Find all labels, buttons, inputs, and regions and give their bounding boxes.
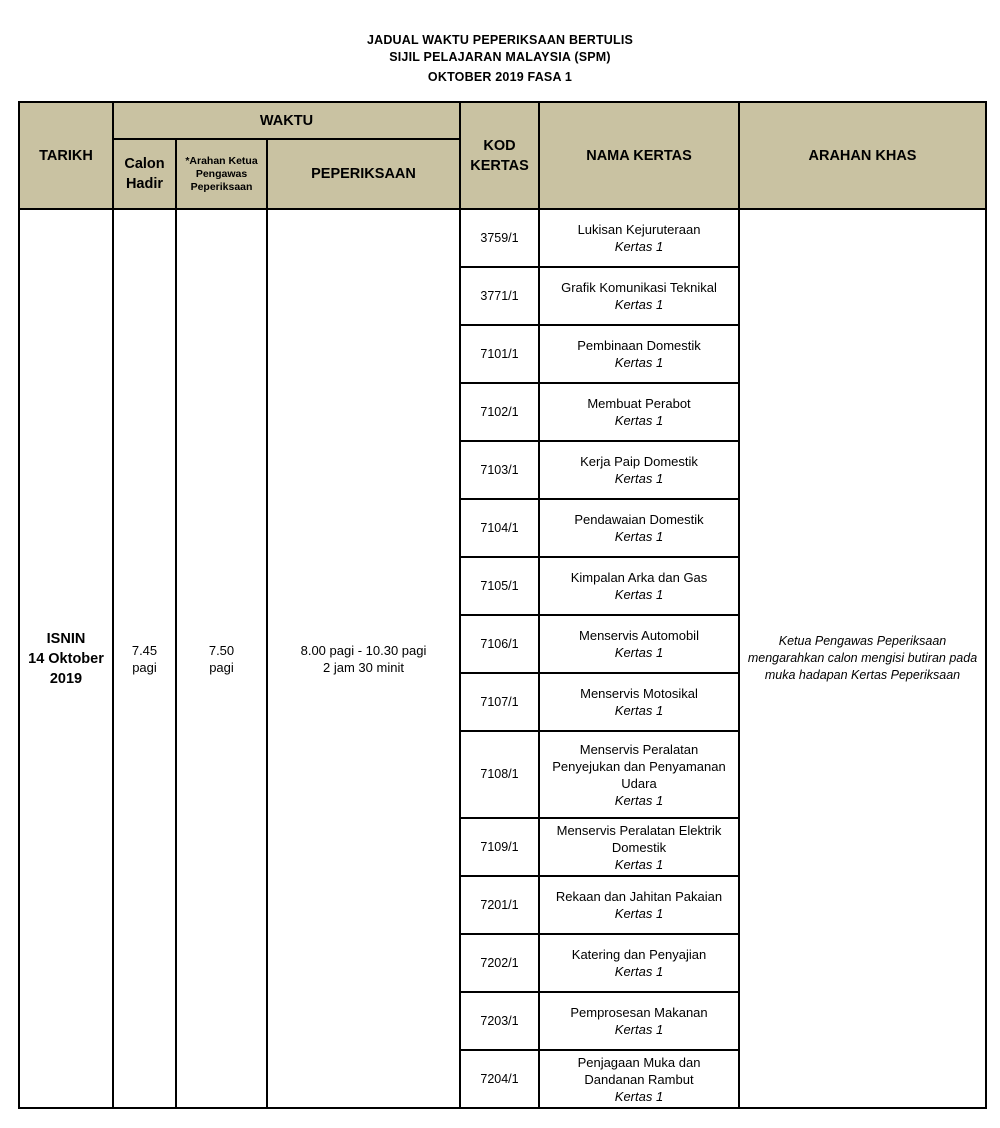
paper-name-cell [539,934,739,992]
session-year: 2019 [49,670,83,687]
arahan-time: 7.50 [208,642,235,658]
calon-time: 7.45 [131,642,158,658]
header-kod-kertas [460,102,539,209]
document-title-line-2: SIJIL PELAJARAN MALAYSIA (SPM) [389,50,611,64]
document-title-line-1: JADUAL WAKTU PEPERIKSAAN BERTULIS [366,33,634,47]
paper-name-line: Pembinaan Domestik [577,338,701,353]
header-peperiksaan: PEPERIKSAAN [267,139,460,209]
paper-code: 7203/1 [460,992,539,1050]
paper-name-line: Membuat Perabot [587,396,691,411]
exam-duration: 2 jam 30 minit [323,659,404,675]
paper-code: 7202/1 [460,934,539,992]
paper-name-cell [539,673,739,731]
session-date [19,209,113,1108]
paper-sub-label: Kertas 1 [614,792,664,808]
paper-code: 7102/1 [460,383,539,441]
paper-name-line: Domestik [611,839,667,855]
header-calon-line-2: Hadir [125,176,164,192]
paper-name-cell [539,209,739,267]
session-date-text: 14 Oktober [28,650,104,667]
paper-sub-label: Kertas 1 [614,645,664,660]
paper-code: 7101/1 [460,325,539,383]
calon-hadir-time [113,209,176,1108]
header-arahan-khas: ARAHAN KHAS [739,102,986,209]
paper-code: 7107/1 [460,673,539,731]
header-calon-hadir [113,139,176,209]
paper-name-line: Rekaan dan Jahitan Pakaian [555,889,723,904]
paper-sub-label: Kertas 1 [614,703,664,718]
paper-code: 7104/1 [460,499,539,557]
paper-name-line: Menservis Automobil [579,628,699,643]
paper-sub-label: Kertas 1 [614,1022,664,1037]
header-kod-line-2: KERTAS [470,157,529,174]
paper-name-line: Katering dan Penyajian [571,947,707,962]
paper-name-cell [539,818,739,876]
paper-name-cell [539,325,739,383]
paper-name-line: Dandanan Rambut [584,1071,694,1087]
header-arahan-line-1: *Arahan Ketua [185,154,258,167]
paper-name-line: Menservis Motosikal [580,686,698,701]
arahan-ketua-time [176,209,267,1108]
paper-code: 3759/1 [460,209,539,267]
header-waktu: WAKTU [113,102,460,139]
paper-name-line: Penjagaan Muka dan [577,1054,701,1070]
paper-sub-label: Kertas 1 [614,964,664,979]
paper-name-cell [539,615,739,673]
paper-code: 7204/1 [460,1050,539,1108]
paper-name-line: Lukisan Kejuruteraan [577,222,701,237]
header-nama-kertas: NAMA KERTAS [539,102,739,209]
paper-code: 7108/1 [460,731,539,818]
paper-name-line: Pendawaian Domestik [574,512,704,527]
paper-sub-label: Kertas 1 [614,529,664,544]
paper-sub-label: Kertas 1 [614,355,664,370]
paper-code: 7201/1 [460,876,539,934]
paper-sub-label: Kertas 1 [614,297,664,312]
paper-code: 3771/1 [460,267,539,325]
paper-sub-label: Kertas 1 [614,413,664,428]
paper-name-line: Penyejukan dan Penyamanan [552,758,726,774]
header-calon-line-1: Calon [124,156,165,172]
paper-name-line: Menservis Peralatan Elektrik [556,822,722,838]
paper-name-cell [539,557,739,615]
paper-name-cell [539,1050,739,1108]
table-row [19,209,986,267]
paper-name-cell [539,441,739,499]
paper-code: 7109/1 [460,818,539,876]
header-kod-line-1: KOD [483,137,516,154]
paper-code: 7103/1 [460,441,539,499]
paper-sub-label: Kertas 1 [614,1088,664,1104]
header-tarikh: TARIKH [19,102,113,209]
paper-name-cell [539,383,739,441]
arahan-khas-text: Ketua Pengawas Peperiksaan mengarahkan calon mengisi butiran pada muka hadapan Kertas Peperiksaan [739,209,986,1108]
paper-sub-label: Kertas 1 [614,239,664,254]
exam-timetable [18,101,987,1109]
paper-name-line: Pemprosesan Makanan [570,1005,708,1020]
paper-sub-label: Kertas 1 [614,587,664,602]
paper-code: 7105/1 [460,557,539,615]
paper-sub-label: Kertas 1 [614,856,664,872]
header-arahan-line-3: Peperiksaan [190,180,253,193]
session-day: ISNIN [46,630,86,647]
paper-name-line: Grafik Komunikasi Teknikal [561,280,717,295]
document-title-line-3: OKTOBER 2019 FASA 1 [427,70,573,84]
header-arahan-ketua [176,139,267,209]
calon-period: pagi [132,659,157,675]
paper-name-cell [539,992,739,1050]
paper-name-cell [539,876,739,934]
paper-name-line: Kimpalan Arka dan Gas [570,570,708,585]
peperiksaan-time [267,209,460,1108]
header-arahan-line-2: Pengawas [195,167,248,180]
exam-time: 8.00 pagi - 10.30 pagi [300,642,427,658]
paper-name-cell [539,267,739,325]
paper-sub-label: Kertas 1 [614,471,664,486]
paper-sub-label: Kertas 1 [614,906,664,921]
paper-name-line: Udara [621,775,657,791]
arahan-period: pagi [209,659,234,675]
paper-code: 7106/1 [460,615,539,673]
paper-name-cell [539,731,739,818]
paper-name-line: Menservis Peralatan [579,741,699,757]
paper-name-line: Kerja Paip Domestik [580,454,698,469]
paper-name-cell [539,499,739,557]
